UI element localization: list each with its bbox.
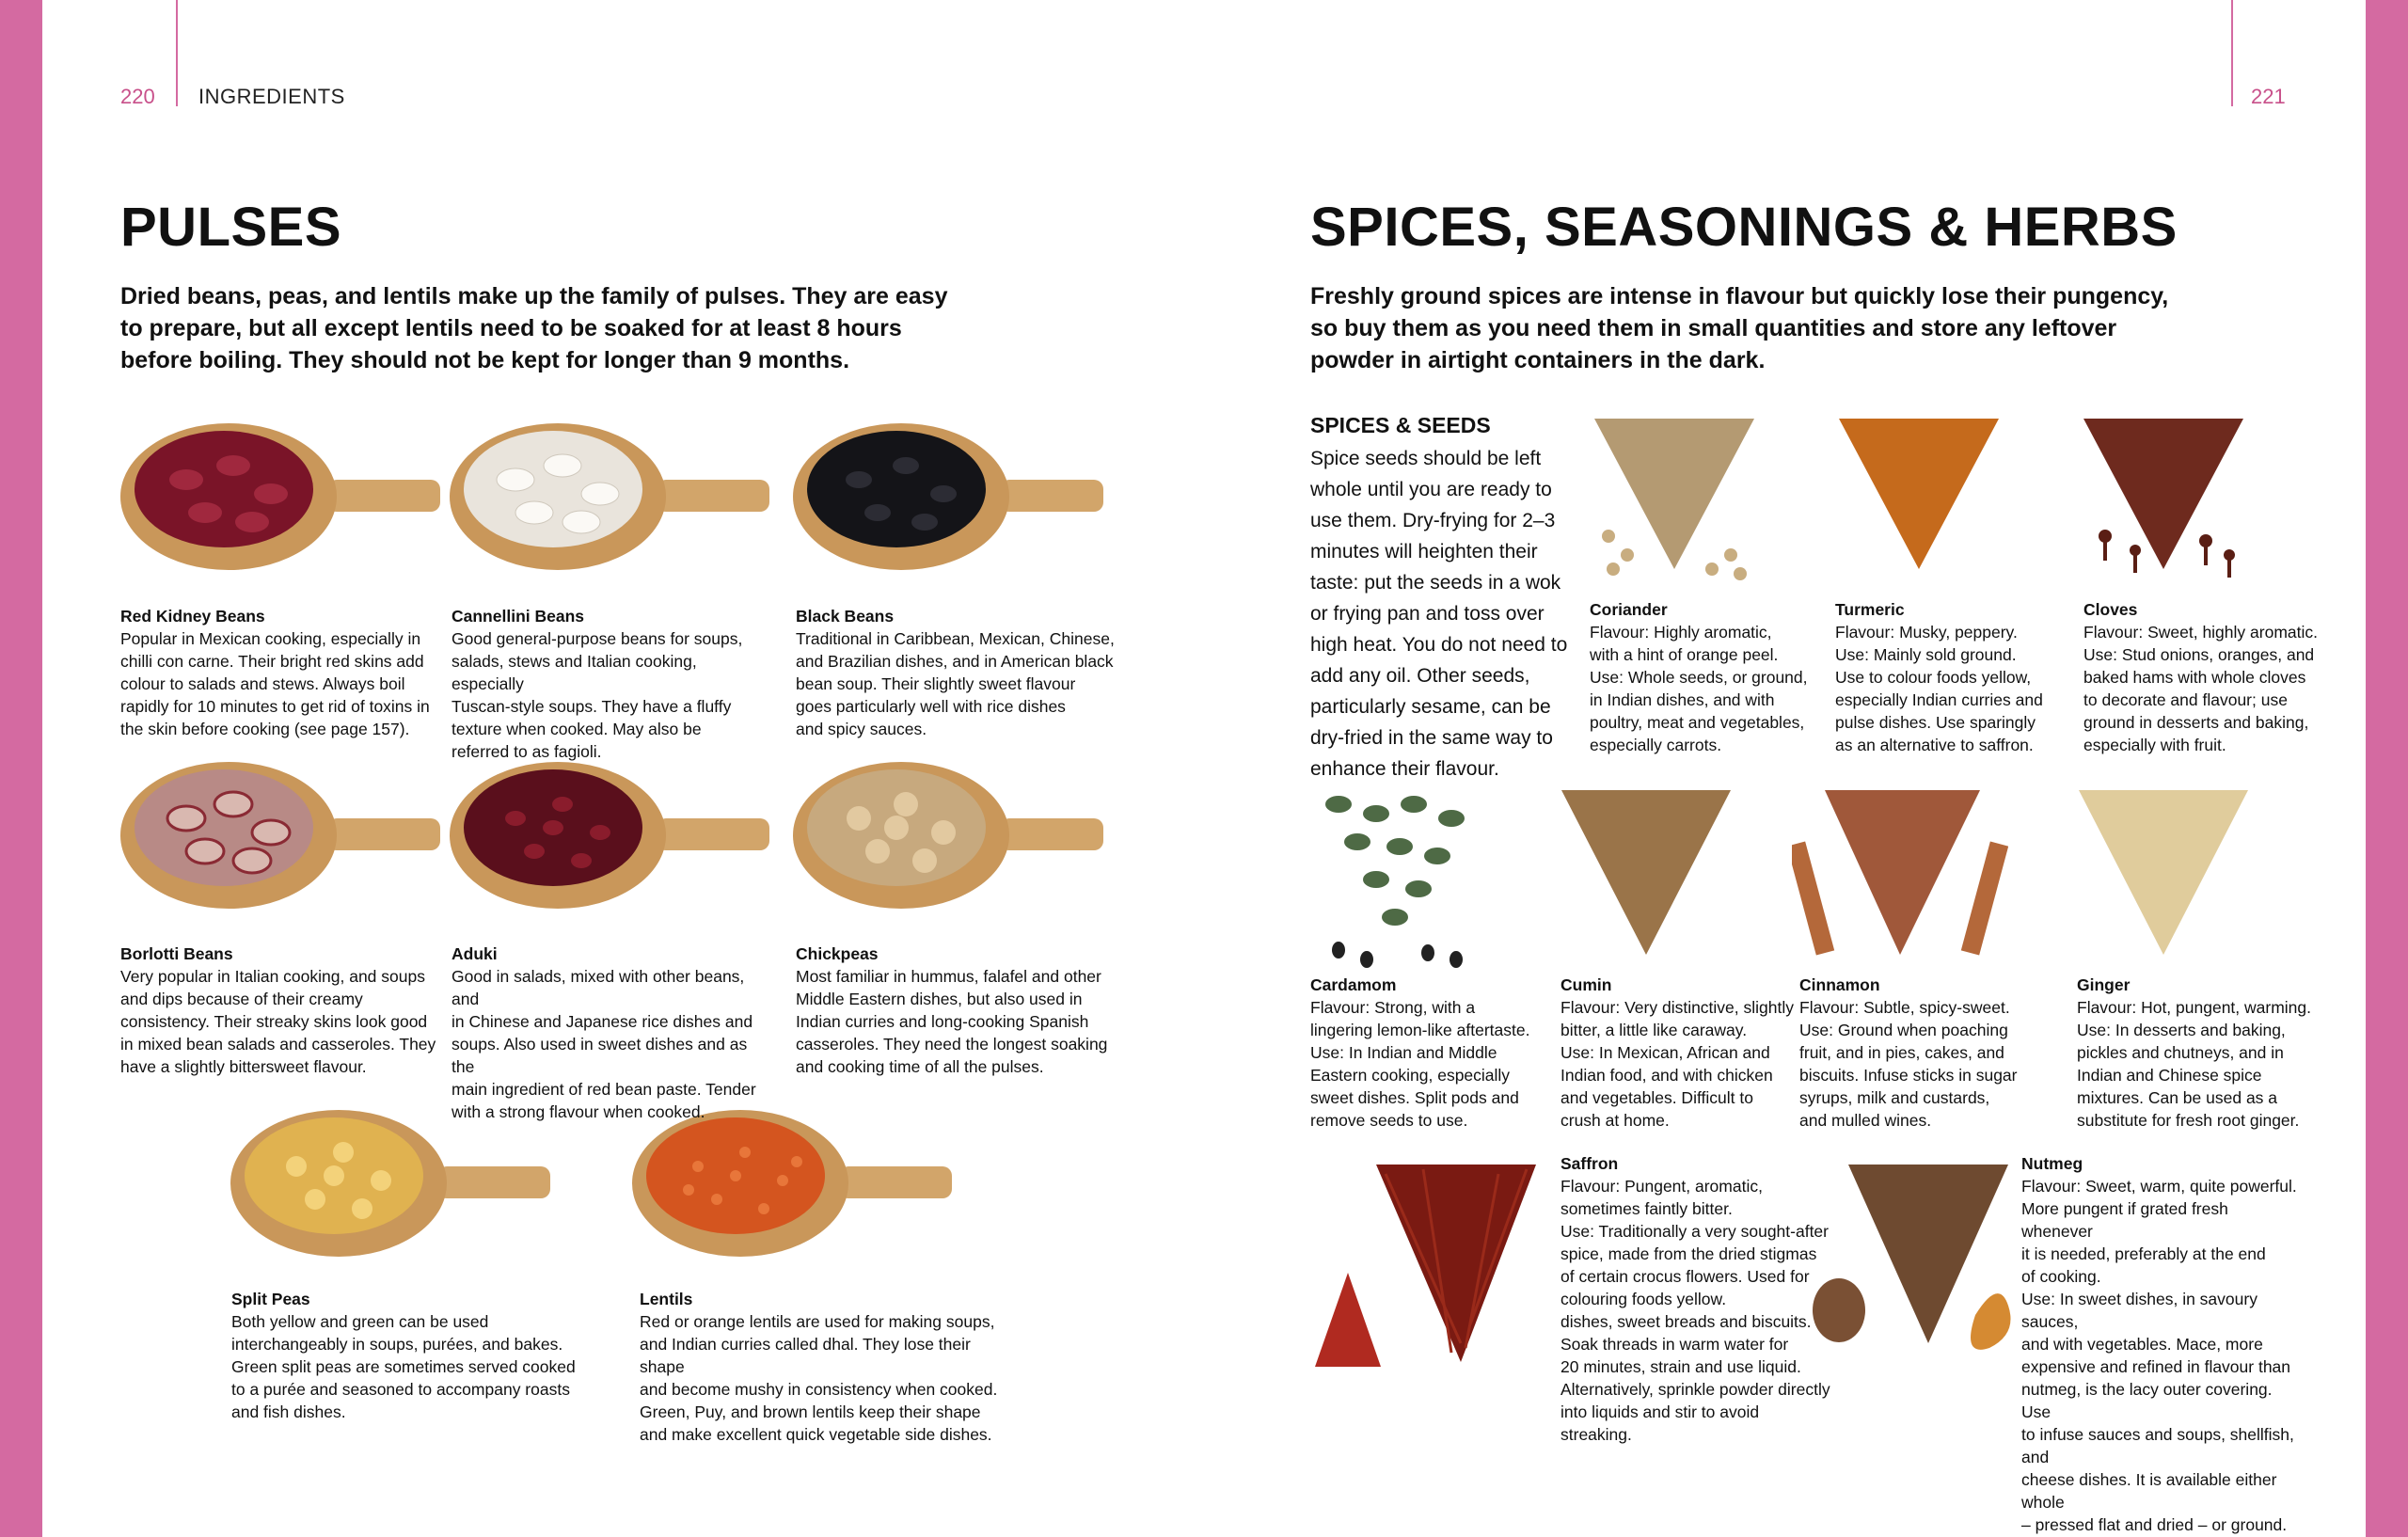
spice-description: Flavour: Musky, peppery. Use: Mainly sold ground. Use to colour foods yellow, especially Indian curries and pulse dishes. Use sparingly as an alternative to saffron.: [1835, 623, 2043, 754]
spice-description: Flavour: Sweet, warm, quite powerful. More pungent if grated fresh whenever it is needed, preferably at the end of cooking. Use: In sweet dishes, in savoury sauces, and with vegetables. Mace, more expensive and refined in flavour than nutmeg, is the lacy outer covering. Use to infuse sauces and soups, shellfish, and cheese dishes. It is available either whole – pressed flat and dried – or ground.: [2021, 1177, 2297, 1534]
spice-item: [1310, 974, 1545, 1132]
split-peas-image: [230, 1101, 550, 1270]
spice-item: [1799, 974, 2035, 1132]
spice-name: Turmeric: [1835, 600, 1905, 619]
spice-name: Cinnamon: [1799, 975, 1880, 994]
pulse-name: Chickpeas: [796, 944, 879, 963]
pulse-description: Most familiar in hummus, falafel and other Middle Eastern dishes, but also used in Indian curries and long-cooking Spanish casseroles. They need the longest soaking and cooking time of all the pulses.: [796, 967, 1108, 1076]
spice-name: Cumin: [1560, 975, 1612, 994]
pulses-title: PULSES: [120, 197, 342, 258]
pulse-description: Traditional in Caribbean, Mexican, Chinese, and Brazilian dishes, and in American black bean soup. Their slightly sweet flavour goes particularly well with rice dishes and spicy sauces.: [796, 629, 1115, 738]
spice-description: Flavour: Strong, with a lingering lemon-like aftertaste. Use: In Indian and Middle Eastern cooking, especially sweet dishes. Split pods and remove seeds to use.: [1310, 998, 1530, 1130]
cinnamon-image: [1792, 785, 2008, 964]
spice-item: [1560, 974, 1796, 1132]
pulse-name: Red Kidney Beans: [120, 607, 265, 626]
spice-description: Flavour: Pungent, aromatic, sometimes faintly bitter. Use: Traditionally a very sought-after spice, made from the dried stigmas of certain crocus flowers. Used for colouring foods yellow. dishes, sweet breads and biscuits. Soak threads in warm water for 20 minutes, strain and use liquid. Alternatively, sprinkle powder directly into liquids and stir to avoid streaking.: [1560, 1177, 1830, 1444]
spice-item: [2083, 598, 2328, 756]
turmeric-image: [1834, 414, 2004, 583]
pulse-name: Borlotti Beans: [120, 944, 233, 963]
pulse-description: Good general-purpose beans for soups, salads, stews and Italian cooking, especially Tuscan-style soups. They have a fluffy texture when cooked. May also be referred to as fagioli.: [452, 629, 743, 761]
spice-description: Flavour: Subtle, spicy-sweet. Use: Ground when poaching fruit, and in pies, cakes, and biscuits. Infuse sticks in sugar syrups, milk and custards, and mulled wines.: [1799, 998, 2018, 1130]
lentils-image: [632, 1101, 952, 1270]
pulse-name: Aduki: [452, 944, 498, 963]
spice-item: [2077, 974, 2331, 1132]
cardamom-image: [1310, 785, 1480, 974]
pulse-name: Black Beans: [796, 607, 895, 626]
spice-item: [1835, 598, 2070, 756]
pulse-description: Popular in Mexican cooking, especially in chilli con carne. Their bright red skins add colour to salads and stews. Always boil rapidly for 10 minutes to get rid of toxins in the skin before cooking (see page 157).: [120, 629, 430, 738]
spices-intro: Freshly ground spices are intense in flavour but quickly lose their pungency, so buy them as you need them in small quantities and store any leftover powder in airtight containers in the dark.: [1310, 283, 2169, 373]
borlotti-beans-image: [120, 753, 440, 922]
saffron-image: [1310, 1155, 1545, 1381]
cloves-image: [2079, 414, 2248, 583]
spice-name: Nutmeg: [2021, 1154, 2083, 1173]
pulse-name: Split Peas: [231, 1290, 310, 1308]
pulse-item: [231, 1288, 589, 1423]
spice-item: [1590, 598, 1815, 756]
black-beans-image: [793, 414, 1103, 583]
red-kidney-beans-image: [120, 414, 440, 583]
right-page-number: 221: [2251, 85, 2286, 108]
nutmeg-image: [1811, 1155, 2027, 1381]
chickpeas-image: [793, 753, 1103, 922]
spices-seeds-text: Spice seeds should be left whole until you are ready to use them. Dry-frying for 2–3 minutes will heighten their taste: put the seeds in a wok or frying pan and toss over high heat. You do not need to add any oil. Other seeds, particularly sesame, can be dry-fried in the same way to enhance their flavour.: [1310, 448, 1568, 780]
pulse-name: Lentils: [640, 1290, 693, 1308]
spice-item: [2021, 1152, 2304, 1536]
coriander-image: [1590, 414, 1759, 583]
spices-title: SPICES, SEASONINGS & HERBS: [1310, 197, 2178, 258]
spice-name: Coriander: [1590, 600, 1668, 619]
left-page-number: 220: [120, 85, 155, 108]
spice-description: Flavour: Sweet, highly aromatic. Use: Stud onions, oranges, and baked hams with whole cloves to decorate and flavour; use ground in desserts and baking, especially with fruit.: [2083, 623, 2318, 754]
spice-name: Saffron: [1560, 1154, 1619, 1173]
left-header-rule: [176, 0, 178, 106]
pulse-item: [120, 605, 440, 740]
pulse-item: [796, 605, 1116, 740]
spice-description: Flavour: Hot, pungent, warming. Use: In desserts and baking, pickles and chutneys, and in Indian and Chinese spice mixtures. Can be used as a substitute for fresh root ginger.: [2077, 998, 2312, 1130]
right-header-rule: [2231, 0, 2233, 106]
pulse-description: Very popular in Italian cooking, and soups and dips because of their creamy consistency. Their streaky skins look good in mixed bean salads and casseroles. They have a slightly bittersweet flavour.: [120, 967, 436, 1076]
spice-description: Flavour: Highly aromatic, with a hint of orange peel. Use: Whole seeds, or ground, in Indian dishes, and with poultry, meat and vegetables, especially carrots.: [1590, 623, 1808, 754]
pulse-item: [796, 943, 1116, 1078]
pulse-description: Red or orange lentils are used for making soups, and Indian curries called dhal. They lose their shape and become mushy in consistency when cooked. Green, Puy, and brown lentils keep their shape and make excellent quick vegetable side dishes.: [640, 1312, 998, 1444]
spice-item: [1560, 1152, 1833, 1446]
running-head: INGREDIENTS: [198, 85, 345, 108]
cumin-image: [1557, 785, 1735, 964]
spice-description: Flavour: Very distinctive, slightly bitter, a little like caraway. Use: In Mexican, African and Indian food, and with chicken and vegetables. Difficult to crush at home.: [1560, 998, 1795, 1130]
pulse-item: [120, 943, 440, 1078]
ginger-image: [2074, 785, 2253, 964]
pulse-name: Cannellini Beans: [452, 607, 585, 626]
pulses-intro: Dried beans, peas, and lentils make up the family of pulses. They are easy to prepare, but all except lentils need to be soaked for at least 8 hours before boiling. They should not be kept for longer than 9 months.: [120, 283, 948, 373]
pulse-item: [452, 943, 771, 1123]
cannellini-beans-image: [450, 414, 769, 583]
pulse-item: [640, 1288, 1016, 1446]
pulse-description: Good in salads, mixed with other beans, and in Chinese and Japanese rice dishes and soups. Also used in sweet dishes and as the main ingredient of red bean paste. Tender with a strong flavour when cooked.: [452, 967, 756, 1121]
pulse-item: [452, 605, 771, 763]
pulse-description: Both yellow and green can be used interchangeably in soups, purées, and bakes. Green split peas are sometimes served cooked to a purée and seasoned to accompany roasts and fish dishes.: [231, 1312, 576, 1421]
aduki-image: [450, 753, 769, 922]
spice-name: Cardamom: [1310, 975, 1397, 994]
spices-seeds-subheading: SPICES & SEEDS: [1310, 413, 1491, 437]
spice-name: Ginger: [2077, 975, 2131, 994]
spice-name: Cloves: [2083, 600, 2138, 619]
